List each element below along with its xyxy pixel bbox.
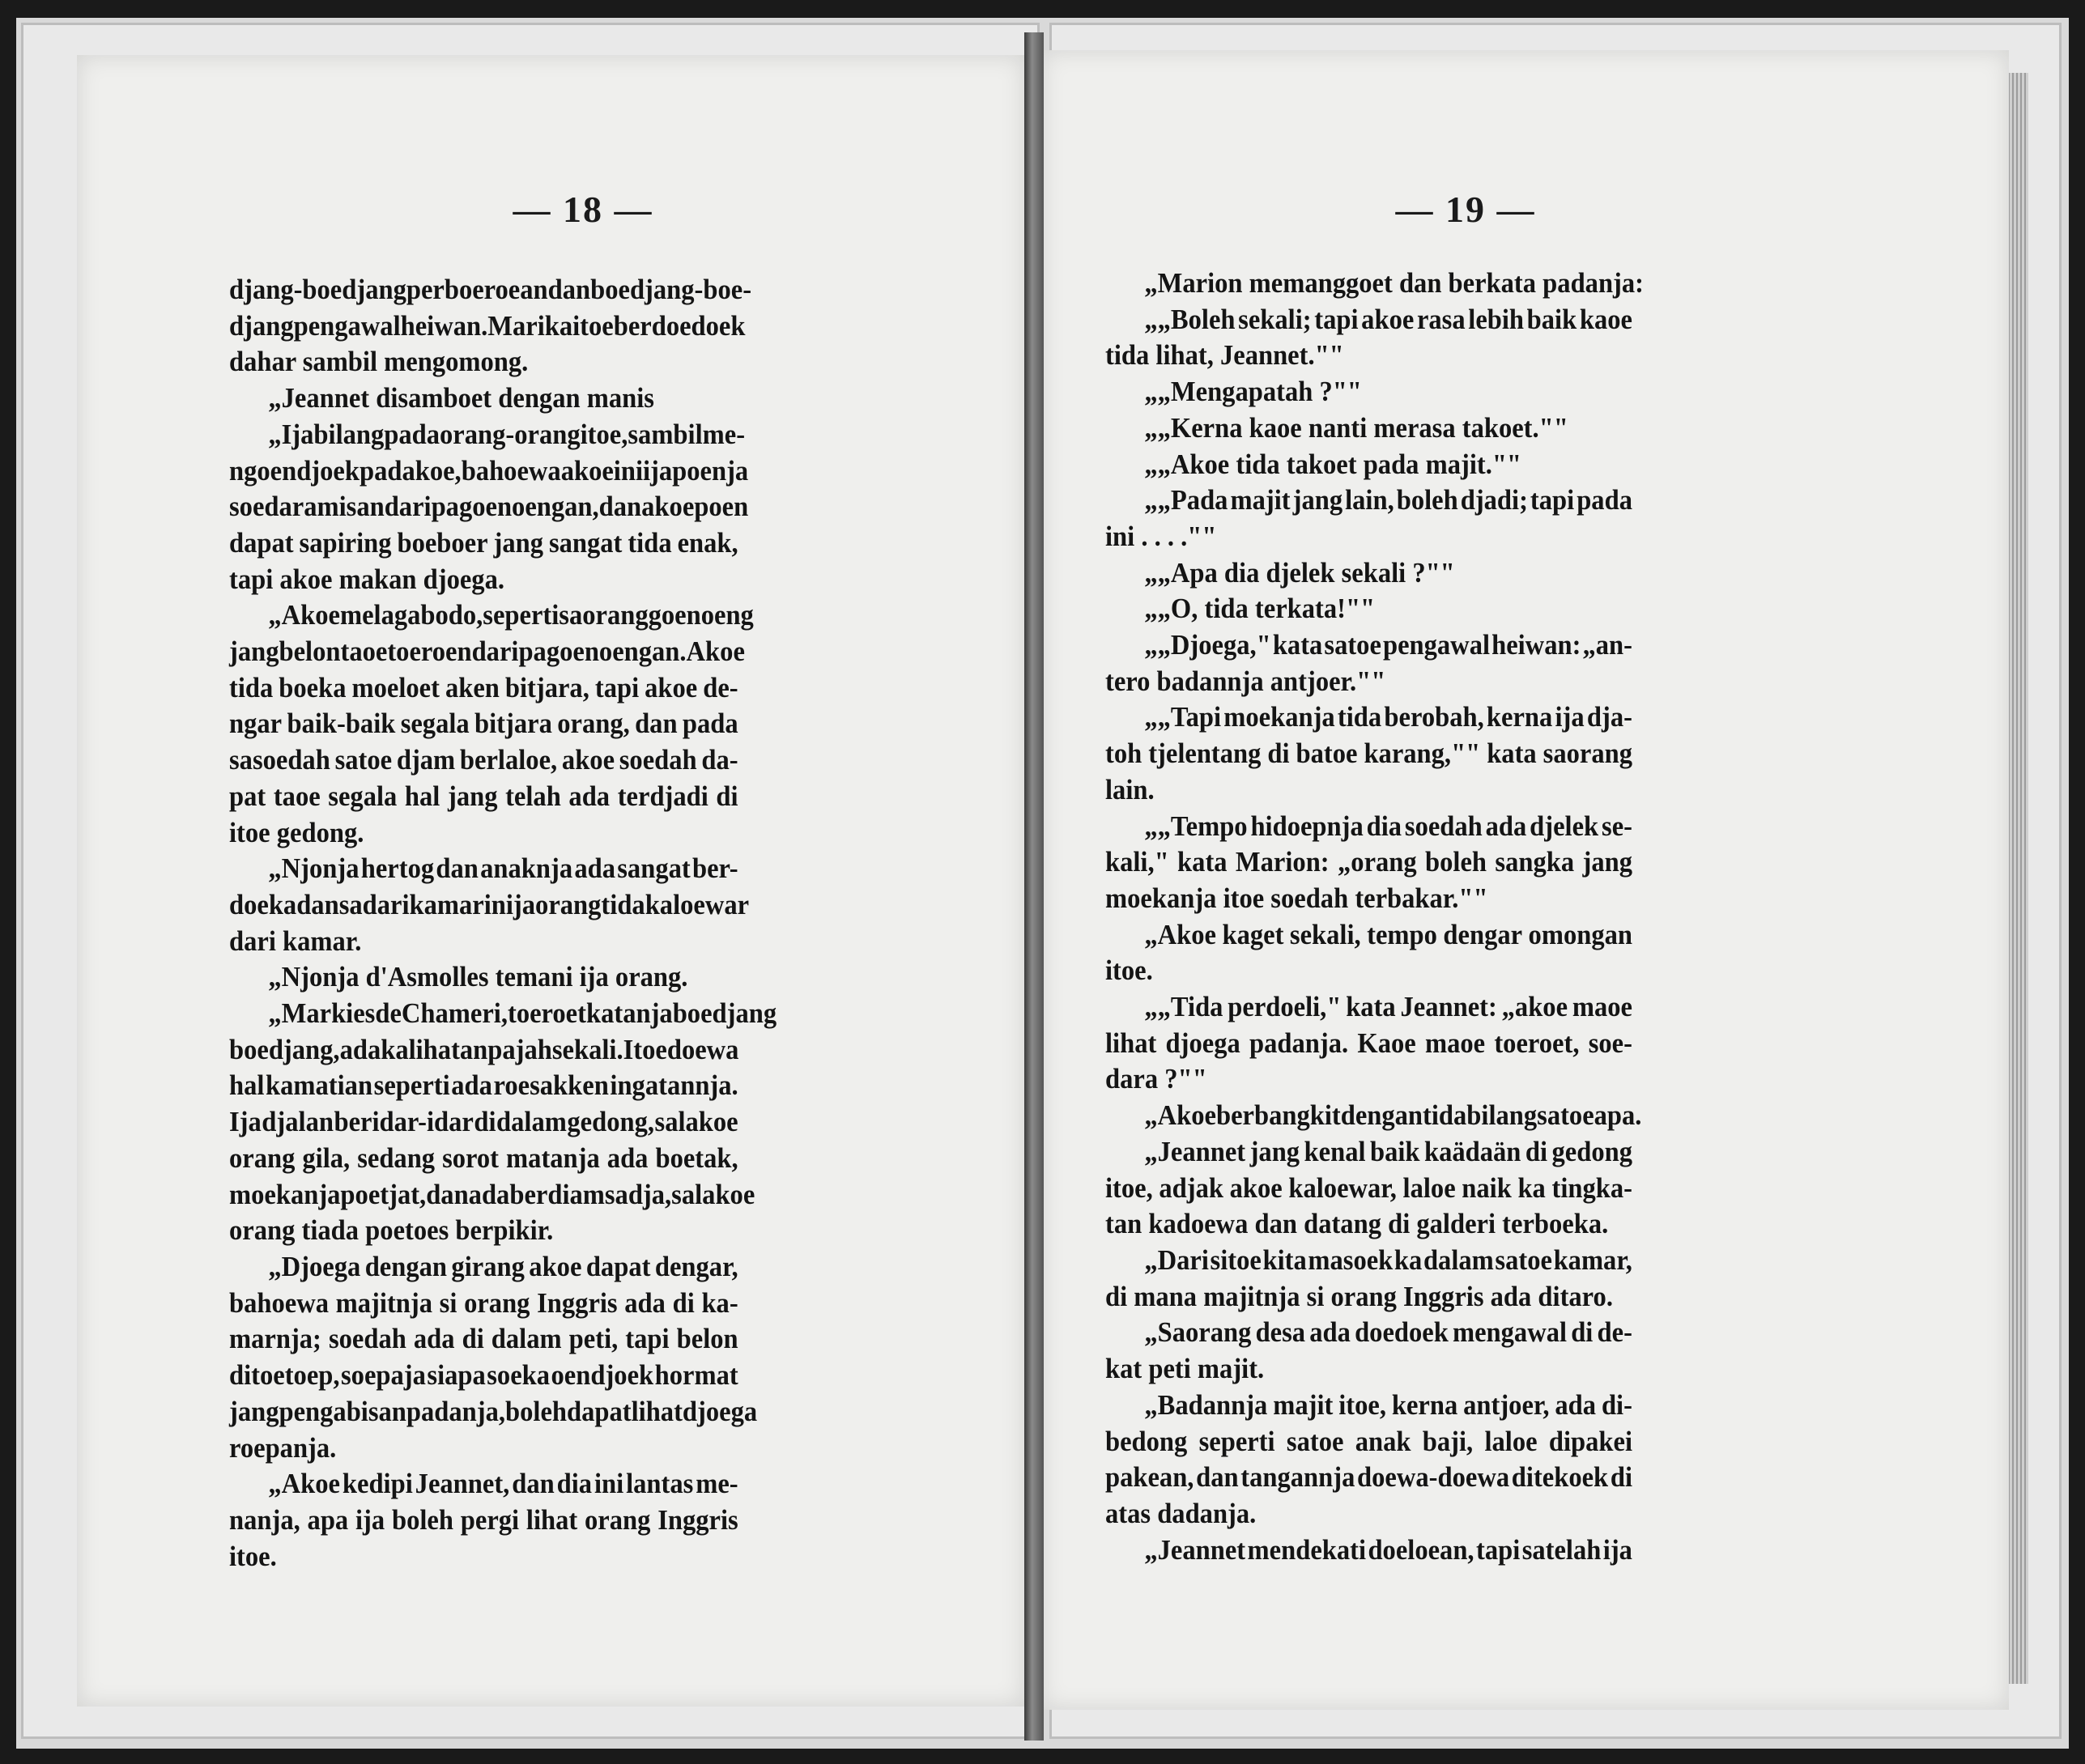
text-line: „„O, tida terkata!"" — [1144, 593, 1376, 625]
text-line: „Jeannet jang kenal baik kaädaän di gedong — [1144, 1135, 1632, 1167]
text-line: „Saorang desa ada doedoek mengawal di de- — [1144, 1316, 1632, 1349]
text-line: bahoewa majitnja si orang Inggris ada di ka- — [229, 1286, 738, 1319]
text-line: Ija djalan beridar-idar di dalam gedong, salakoe — [229, 1106, 738, 1138]
text-line: „„Tida perdoeli," kata Jeannet: „akoe maoe — [1144, 991, 1632, 1023]
text-line: „Badannja majit itoe, kerna antjoer, ada di- — [1144, 1388, 1632, 1421]
text-line: lihat djoega padanja. Kaoe maoe toeroet, soe- — [1105, 1027, 1632, 1059]
text-line: sasoedah satoe djam berlaloe, akoe soedah da- — [229, 744, 738, 776]
text-line: „Njonja d'Asmolles temani ija orang. — [268, 961, 688, 993]
text-line: „„Pada majit jang lain, boleh djadi; tapi pada — [1144, 484, 1632, 516]
text-line: boedjang, ada kalihatan pajah sekali. Itoe doewa — [229, 1033, 739, 1065]
text-line: „„Tempo hidoepnja dia soedah ada djelek se- — [1144, 810, 1632, 842]
text-line: djang-boedjang perboeroean dan boedjang-boe- — [229, 274, 752, 305]
right-page-body — [1105, 266, 1645, 1568]
text-line: „„Kerna kaoe nanti merasa takoet."" — [1144, 411, 1568, 444]
text-line: di mana majitnja si orang Inggris ada ditaro. — [1105, 1280, 1613, 1312]
text-line: „„Akoe tida takoet pada majit."" — [1144, 448, 1521, 480]
text-line: itoe gedong. — [229, 816, 364, 848]
text-line: jang belon taoe toeroen dari pagoenoengan. Akoe — [229, 635, 745, 668]
text-line: „Dari sitoe kita masoek ka dalam satoe kamar, — [1144, 1243, 1632, 1276]
text-line: pakean, dan tangannja doewa-doewa ditekoek di — [1105, 1461, 1632, 1494]
text-line: orang tiada poetoes berpikir. — [229, 1214, 554, 1247]
text-line: „Akoe kedipi Jeannet, dan dia ini lantas me- — [268, 1468, 738, 1500]
text-line: tida boeka moeloet aken bitjara, tapi akoe de- — [229, 671, 738, 703]
text-line: marnja; soedah ada di dalam peti, tapi belon — [229, 1323, 738, 1355]
text-line: ini . . . ."" — [1105, 520, 1217, 552]
text-line: „„Apa dia djelek sekali ?"" — [1144, 556, 1455, 589]
text-line: ngoendjoek padakoe, bahoewa akoe ini ija poenja — [229, 454, 749, 487]
page-stack-edge — [2006, 73, 2028, 1684]
text-line: ngar baik-baik segala bitjara orang, dan pada — [229, 708, 738, 740]
text-line: moekanja itoe soedah terbakar."" — [1105, 882, 1488, 914]
text-line: itoe. — [1105, 954, 1153, 987]
text-line: lain. — [1105, 773, 1155, 805]
text-line: tida lihat, Jeannet."" — [1105, 339, 1344, 372]
text-line: dahar sambil mengomong. — [229, 346, 529, 378]
text-line: ditoetoep, soepaja siapa soeka oendjoek hormat — [229, 1359, 738, 1392]
text-line: tero badannja antjoer."" — [1105, 665, 1386, 697]
text-line: nanja, apa ija boleh pergi lihat orang Inggris — [229, 1503, 738, 1536]
text-line: „Akoe berbangkit dengan tida bilang satoe apa. — [1144, 1099, 1642, 1132]
text-line: tapi akoe makan djoega. — [229, 563, 505, 595]
text-line: itoe, adjak akoe kaloewar, laloe naik ka tingka- — [1105, 1171, 1632, 1204]
text-line: dapat sapiring boeboer jang sangat tida enak, — [229, 526, 738, 559]
text-line: jang pengabisan padanja, boleh dapat lihat djoega — [229, 1395, 758, 1427]
text-line: pat taoe segala hal jang telah ada terdjadi di — [229, 780, 738, 812]
text-line: dara ?"" — [1105, 1063, 1207, 1095]
text-line: „Jeannet disamboet dengan manis — [268, 382, 654, 414]
text-line: „„Mengapatah ?"" — [1144, 376, 1362, 408]
text-line: bedong seperti satoe anak baji, laloe dipakei — [1105, 1425, 1632, 1457]
text-line: soedara misan dari pagoenoengan, dan akoe poen — [229, 491, 749, 523]
text-line: moekanja poetjat, dan ada berdiam sadja, salakoe — [229, 1178, 755, 1210]
right-page-number: — 19 — — [1395, 189, 1536, 230]
text-line: „Djoega dengan girang akoe dapat dengar, — [268, 1250, 738, 1282]
text-line: doeka dan sadari kamarin ija orang tida kaloewar — [229, 888, 750, 920]
book-gutter — [1024, 32, 1044, 1741]
text-line: „Njonja hertog dan anaknja ada sangat ber- — [268, 852, 738, 885]
text-line: „Ija bilang pada orang-orang itoe, sambil me- — [268, 418, 746, 450]
text-line: „„Boleh sekali; tapi akoe rasa lebih baik kaoe — [1144, 303, 1632, 335]
text-line: toh tjelentang di batoe karang,"" kata saorang — [1105, 737, 1632, 770]
text-line: djang pengawal heiwan. Marika itoe berdoedoek — [229, 309, 746, 342]
text-line: hal kamatian seperti ada roesakken ingatannja. — [229, 1069, 738, 1102]
text-line: dari kamar. — [229, 925, 362, 957]
text-line: tan kadoewa dan datang di galderi terboeka. — [1105, 1208, 1609, 1240]
text-line: kat peti majit. — [1105, 1353, 1265, 1385]
text-line: kali," kata Marion: „orang boleh sangka jang — [1105, 846, 1632, 878]
text-line: „Akoe melaga bodo, seperti saorang goenoeng — [268, 599, 754, 631]
text-line: orang gila, sedang sorot matanja ada boetak, — [229, 1141, 738, 1174]
left-page-number: — 18 — — [513, 189, 653, 230]
text-line: „„Djoega," kata satoe pengawal heiwan: „an- — [1144, 629, 1632, 661]
text-line: roepanja. — [229, 1431, 337, 1464]
left-page-body — [229, 272, 777, 1575]
text-line: „„Tapi moekanja tida berobah, kerna ija dja- — [1144, 701, 1632, 733]
text-line: „Akoe kaget sekali, tempo dengar omongan — [1144, 918, 1632, 950]
text-line: „Marion memanggoet dan berkata padanja: — [1144, 267, 1645, 299]
text-line: itoe. — [229, 1540, 277, 1572]
text-line: „Jeannet mendekati doeloean, tapi satelah ija — [1144, 1533, 1632, 1566]
text-line: „Markies de Chameri, toeroet katanja boedjang — [268, 997, 777, 1030]
text-line: atas dadanja. — [1105, 1497, 1257, 1529]
